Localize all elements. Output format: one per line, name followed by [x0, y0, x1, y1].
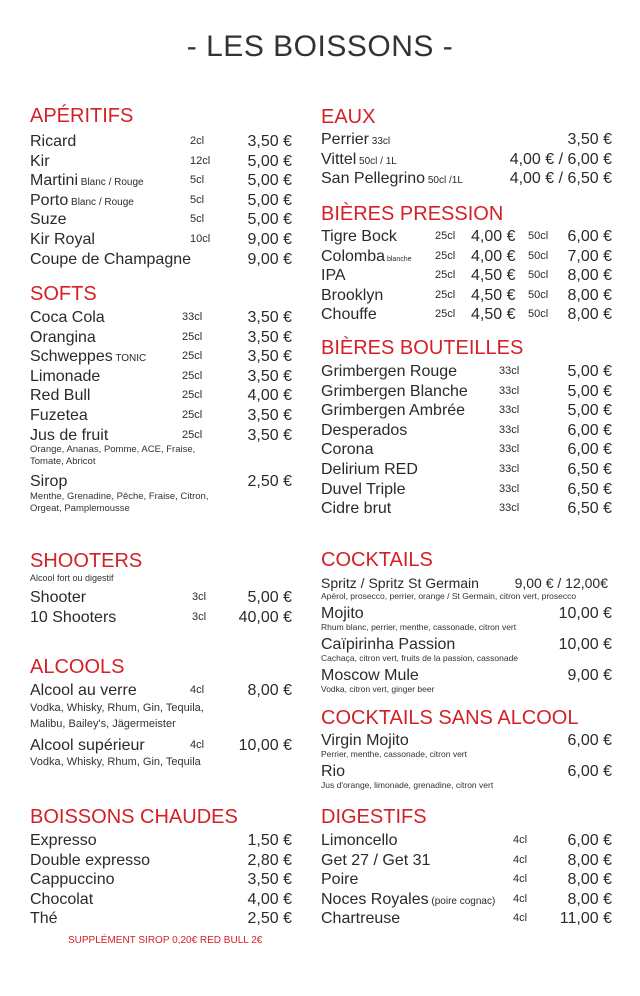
item-name: Expresso	[30, 832, 97, 849]
menu-item	[321, 667, 612, 685]
item-sub: (poire cognac)	[428, 895, 496, 907]
menu-item	[321, 169, 612, 189]
item-price: 9,00 €	[247, 230, 292, 248]
item-price: 4,00 €	[471, 228, 516, 245]
item-name: Moscow Mule	[321, 667, 419, 684]
menu-item	[30, 152, 292, 172]
item-volume: 33cl	[499, 423, 520, 436]
item-price: 2,50 €	[247, 910, 292, 928]
item-price: 5,00 €	[247, 589, 292, 606]
section-softs	[30, 282, 292, 519]
item-volume: 33cl	[499, 482, 520, 495]
item-volume: 2cl	[190, 135, 205, 147]
item-volume: 33cl	[499, 384, 520, 397]
item-price: 3,50 €	[247, 367, 292, 385]
page-title: - LES BOISSONS -	[186, 30, 454, 63]
item-price: 10,00 €	[238, 736, 292, 754]
section-heading: COCKTAILS SANS ALCOOL	[321, 707, 579, 729]
item-name: Limoncello	[321, 832, 398, 849]
item-volume: 4cl	[513, 873, 528, 886]
menu-item	[321, 605, 612, 623]
menu-item	[30, 328, 292, 348]
menu-item	[30, 909, 292, 929]
menu-item	[321, 305, 612, 325]
menu-item	[30, 171, 292, 191]
section-heading: COCKTAILS	[321, 549, 433, 571]
item-price: 1,50 €	[247, 832, 292, 849]
item-name: Corona	[321, 441, 374, 459]
item-price: 5,00 €	[567, 402, 612, 420]
item-volume: 25cl	[182, 389, 203, 402]
menu-item	[321, 460, 612, 480]
item-price: 6,50 €	[567, 460, 612, 478]
item-price: 6,00 €	[567, 832, 612, 849]
item-price: 7,00 €	[567, 247, 612, 265]
item-volume: 5cl	[190, 213, 205, 226]
item-price: 4,50 €	[471, 306, 516, 324]
item-volume: 33cl	[182, 311, 203, 323]
menu-item	[30, 890, 292, 910]
menu-item	[321, 130, 612, 150]
menu-item	[321, 401, 612, 421]
item-name: Grimbergen Rouge	[321, 363, 458, 380]
item-description: Vodka, Whisky, Rhum, Gin, Tequila, Malibu, Bailey's, Jägermeister	[30, 701, 204, 730]
section-heading: BIÈRES PRESSION	[321, 203, 504, 225]
item-price: 4,00 € / 6,50 €	[509, 170, 612, 188]
item-name: Sirop	[30, 473, 68, 491]
item-price: 3,50 €	[247, 133, 292, 150]
item-price: 4,00 € / 6,00 €	[509, 150, 612, 168]
item-name: San Pellegrino 50cl /1L	[321, 170, 463, 188]
item-name: Caïpirinha Passion	[321, 636, 456, 653]
item-name: Alcool au verre	[30, 682, 137, 699]
supplement-note: SUPPLÉMENT SIROP 0,20€ RED BULL 2€	[68, 935, 263, 946]
section-aperitifs	[30, 104, 292, 269]
item-volume: 5cl	[190, 193, 205, 206]
item-volume: 25cl	[182, 350, 203, 363]
item-volume: 4cl	[513, 834, 528, 846]
item-name: Kir	[30, 152, 50, 170]
item-volume: 25cl	[435, 269, 456, 282]
section-heading: APÉRITIFS	[30, 105, 134, 127]
item-name: Vittel 50cl / 1L	[321, 150, 397, 168]
item-price: 8,00 €	[567, 890, 612, 908]
item-price: 5,00 €	[247, 172, 292, 190]
item-name: Coca Cola	[30, 309, 105, 326]
item-volume: 5cl	[190, 174, 205, 187]
item-name: Schweppes TONIC	[30, 348, 147, 366]
item-volume: 4cl	[190, 738, 205, 751]
item-price: 4,00 €	[247, 387, 292, 405]
item-name: Coupe de Champagne	[30, 250, 192, 268]
section-heading: EAUX	[321, 106, 376, 128]
item-name: Grimbergen Blanche	[321, 382, 468, 400]
item-price: 8,00 €	[567, 306, 612, 324]
item-name: Rio	[321, 763, 346, 780]
section-heading: SHOOTERS	[30, 550, 143, 572]
menu-item	[321, 150, 612, 170]
item-price: 3,50 €	[247, 406, 292, 424]
menu-item	[30, 406, 292, 426]
item-name: Fuzetea	[30, 406, 88, 424]
item-name: Noces Royales (poire cognac)	[321, 890, 496, 908]
menu-item	[30, 210, 292, 230]
item-name: Ricard	[30, 133, 77, 150]
item-volume: 33cl	[499, 502, 520, 515]
item-name: Orangina	[30, 328, 96, 346]
item-volume: 50cl	[528, 249, 549, 262]
section-heading: BIÈRES BOUTEILLES	[321, 337, 524, 359]
item-price: 4,50 €	[471, 267, 516, 285]
item-price: 5,00 €	[247, 191, 292, 209]
item-name: Shooter	[30, 589, 87, 606]
menu-item	[321, 909, 612, 929]
item-name: Suze	[30, 211, 67, 229]
item-sub: 50cl / 1L	[356, 155, 397, 167]
item-price: 3,50 €	[247, 426, 292, 444]
item-volume: 33cl	[499, 443, 520, 456]
menu-item	[30, 608, 292, 628]
item-name: Chocolat	[30, 890, 94, 908]
item-name: Delirium RED	[321, 460, 418, 478]
item-volume: 25cl	[182, 369, 203, 382]
item-name: Grimbergen Ambrée	[321, 402, 466, 420]
menu-item	[321, 763, 612, 781]
item-volume: 25cl	[182, 330, 203, 343]
item-price: 3,50 €	[247, 309, 292, 326]
item-volume: 25cl	[435, 230, 456, 242]
menu-item	[30, 191, 292, 211]
item-name: Cidre brut	[321, 500, 392, 518]
item-price: 4,50 €	[471, 286, 516, 304]
menu-item	[321, 851, 612, 871]
item-price: 6,00 €	[567, 732, 612, 749]
item-name: Desperados	[321, 421, 408, 439]
item-description: Apérol, prosecco, perrier, orange / St Germain, citron vert, prosecco	[321, 591, 577, 601]
item-price: 6,00 €	[567, 228, 612, 245]
section-subtitle: Alcool fort ou digestif	[30, 573, 114, 583]
item-price: 40,00 €	[238, 608, 292, 626]
item-volume: 4cl	[513, 892, 528, 905]
item-volume: 25cl	[435, 249, 456, 262]
item-price: 4,00 €	[471, 247, 516, 265]
section-bieres-pression	[321, 202, 612, 325]
menu-item	[30, 230, 292, 250]
item-name: Red Bull	[30, 387, 91, 405]
section-digestifs	[321, 805, 612, 929]
item-price: 8,00 €	[567, 286, 612, 304]
item-name: Perrier 33cl	[321, 131, 391, 148]
item-name: Get 27 / Get 31	[321, 851, 431, 869]
item-volume: 50cl	[528, 269, 549, 282]
item-price: 2,50 €	[247, 473, 292, 491]
item-sub: 50cl /1L	[425, 175, 463, 187]
item-volume: 12cl	[190, 154, 211, 167]
menu-item	[321, 266, 612, 286]
section-shooters	[30, 549, 292, 627]
section-eaux	[321, 105, 612, 189]
item-price: 5,00 €	[247, 211, 292, 229]
item-price: 5,00 €	[567, 363, 612, 380]
item-name: IPA	[321, 267, 346, 285]
menu-item	[30, 736, 292, 756]
menu-item	[30, 132, 292, 152]
item-price: 4,00 €	[247, 890, 292, 908]
menu-item	[30, 472, 292, 492]
menu-item	[321, 440, 612, 460]
menu-item	[321, 421, 612, 441]
item-name: Double expresso	[30, 851, 151, 869]
section-bieres-bouteilles	[321, 336, 612, 519]
menu-item	[30, 681, 292, 701]
item-sub: Blanc / Rouge	[78, 177, 144, 189]
item-price: 6,00 €	[567, 421, 612, 439]
item-price: 8,00 €	[247, 682, 292, 699]
item-volume: 33cl	[499, 365, 520, 377]
item-volume: 10cl	[190, 232, 211, 245]
item-name: Mojito	[321, 605, 364, 622]
item-price: 10,00 €	[558, 605, 612, 622]
menu-item	[321, 890, 612, 910]
menu-item	[30, 347, 292, 367]
menu-item	[321, 362, 612, 382]
item-sub: TONIC	[112, 353, 147, 365]
item-volume: 50cl	[528, 288, 549, 301]
item-price: 9,00 € / 12,00€	[514, 575, 608, 591]
menu-item	[30, 588, 292, 608]
item-name: Colomba blanche	[321, 247, 412, 265]
item-sub: 33cl	[369, 136, 391, 147]
section-heading: BOISSONS CHAUDES	[30, 806, 238, 828]
item-volume: 33cl	[499, 404, 520, 417]
menu-item	[30, 426, 292, 446]
item-volume: 4cl	[513, 912, 528, 925]
section-heading: DIGESTIFS	[321, 806, 427, 828]
menu-item	[321, 480, 612, 500]
item-name: Thé	[30, 910, 58, 928]
menu-item	[30, 308, 292, 328]
menu-item	[321, 636, 612, 654]
section-alcools	[30, 655, 292, 774]
item-name: Limonade	[30, 367, 101, 385]
item-sub: blanche	[385, 255, 412, 263]
item-price: 9,00 €	[567, 667, 612, 684]
menu-item	[321, 870, 612, 890]
item-name: Tigre Bock	[321, 228, 397, 245]
item-price: 2,80 €	[247, 851, 292, 869]
item-price: 6,00 €	[567, 763, 612, 780]
item-price: 3,50 €	[247, 871, 292, 889]
item-name: Chouffe	[321, 306, 377, 324]
item-volume: 25cl	[182, 408, 203, 421]
item-volume: 50cl	[528, 230, 549, 242]
menu-item	[30, 386, 292, 406]
menu-item	[321, 382, 612, 402]
item-name: Brooklyn	[321, 286, 384, 304]
menu-item	[321, 732, 612, 750]
item-volume: 25cl	[182, 428, 203, 441]
menu-item	[321, 499, 612, 519]
menu-item	[321, 574, 612, 592]
item-price: 3,50 €	[567, 131, 612, 148]
section-heading: ALCOOLS	[30, 656, 125, 678]
menu-item	[30, 250, 292, 270]
item-price: 8,00 €	[567, 871, 612, 889]
menu-item	[30, 851, 292, 871]
item-price: 3,50 €	[247, 348, 292, 366]
item-price: 8,00 €	[567, 851, 612, 869]
item-price: 5,00 €	[247, 152, 292, 170]
item-description: Perrier, menthe, cassonade, citron vert	[321, 749, 467, 759]
item-name: Cappuccino	[30, 871, 115, 889]
item-description: Cachaça, citron vert, fruits de la passion, cassonade	[321, 653, 519, 663]
menu-item	[30, 831, 292, 851]
item-volume: 3cl	[192, 591, 207, 603]
item-volume: 25cl	[435, 288, 456, 301]
item-volume: 4cl	[190, 684, 205, 696]
section-heading: SOFTS	[30, 283, 97, 305]
menu-item	[30, 870, 292, 890]
item-name: Jus de fruit	[30, 426, 109, 444]
item-description: Jus d'orange, limonade, grenadine, citron vert	[321, 780, 494, 790]
item-price: 10,00 €	[558, 636, 612, 653]
item-name: Alcool supérieur	[30, 736, 145, 754]
item-price: 6,00 €	[567, 441, 612, 459]
item-name: Chartreuse	[321, 910, 401, 928]
item-name: Virgin Mojito	[321, 732, 409, 749]
jus-description: Orange, Ananas, Pomme, ACE, Fraise, Tomate, Abricot	[30, 444, 196, 468]
item-volume: 33cl	[499, 462, 520, 475]
item-price: 11,00 €	[559, 910, 612, 928]
section-cocktails-sans-alcool	[321, 706, 612, 794]
item-price: 3,50 €	[247, 328, 292, 346]
item-name: Martini Blanc / Rouge	[30, 172, 144, 190]
item-price: 6,50 €	[567, 480, 612, 498]
item-volume: 3cl	[192, 610, 207, 623]
menu-item	[321, 247, 612, 267]
item-name: 10 Shooters	[30, 608, 117, 626]
item-description: Rhum blanc, perrier, menthe, cassonade, citron vert	[321, 622, 517, 632]
section-cocktails	[321, 548, 612, 698]
item-description: Vodka, Whisky, Rhum, Gin, Tequila	[30, 756, 201, 769]
menu-item	[30, 367, 292, 387]
item-name: Poire	[321, 871, 359, 889]
item-price: 5,00 €	[567, 382, 612, 400]
menu-item	[321, 227, 612, 247]
item-volume: 25cl	[435, 308, 456, 321]
menu-item	[321, 286, 612, 306]
item-name: Spritz / Spritz St Germain	[321, 575, 479, 591]
item-volume: 50cl	[528, 308, 549, 321]
item-name: Duvel Triple	[321, 480, 406, 498]
section-boissons-chaudes	[30, 805, 292, 929]
item-description: Vodka, citron vert, ginger beer	[321, 684, 435, 694]
item-price: 9,00 €	[247, 250, 292, 268]
menu-item	[321, 831, 612, 851]
item-volume: 4cl	[513, 853, 528, 866]
item-name: Kir Royal	[30, 230, 95, 248]
item-sub: Blanc / Rouge	[68, 196, 134, 208]
sirop-description: Menthe, Grenadine, Pêche, Fraise, Citron, Orgeat, Pamplemousse	[30, 490, 209, 514]
item-price: 6,50 €	[567, 500, 612, 518]
item-name: Porto Blanc / Rouge	[30, 191, 134, 209]
item-price: 8,00 €	[567, 267, 612, 285]
